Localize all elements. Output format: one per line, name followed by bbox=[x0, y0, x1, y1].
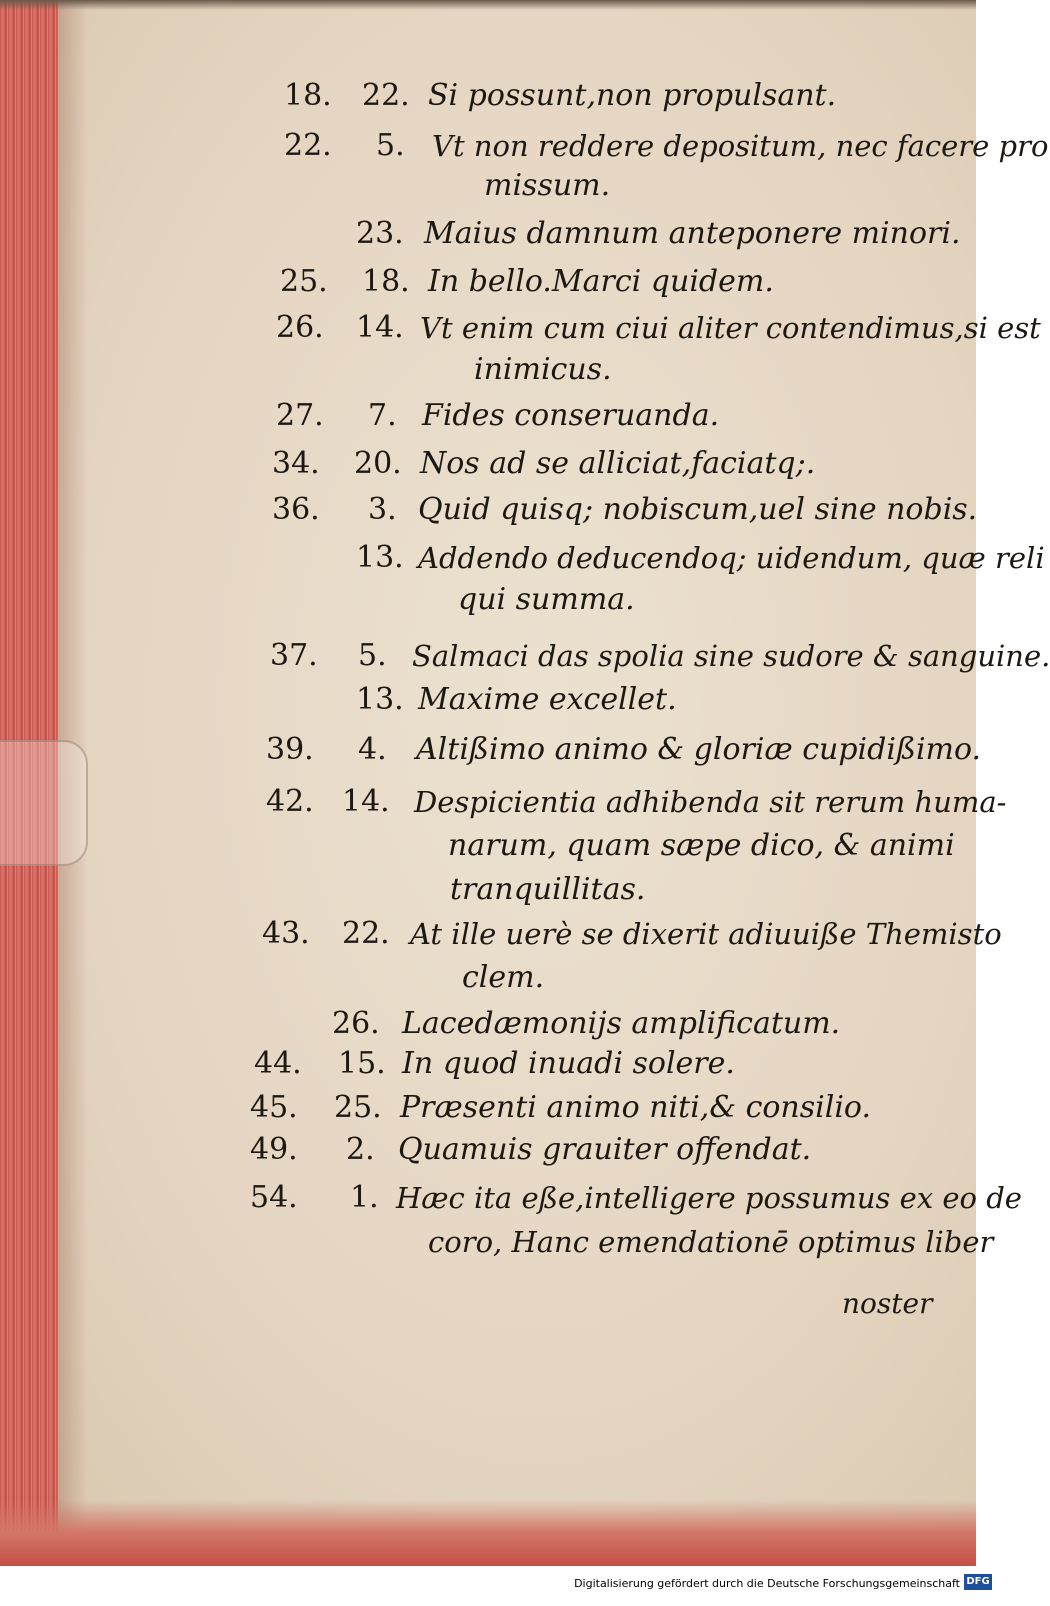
line-number: 14. bbox=[356, 310, 404, 345]
entry-text: Vt non reddere depositum, nec facere pro bbox=[432, 129, 1049, 163]
page-number: 54. bbox=[250, 1180, 298, 1215]
footer-credit: Digitalisierung gefördert durch die Deutsche Forschungsgemeinschaft bbox=[574, 1577, 960, 1590]
footer-bar bbox=[0, 1566, 1000, 1606]
line-number: 26. bbox=[332, 1006, 380, 1041]
line-number: 18. bbox=[362, 264, 410, 299]
line-number: 15. bbox=[338, 1046, 386, 1081]
page-number: 34. bbox=[272, 446, 320, 481]
dfg-logo: DFG bbox=[964, 1574, 992, 1590]
line-number: 22. bbox=[342, 916, 390, 951]
page-number: 43. bbox=[262, 916, 310, 951]
entry-text: missum. bbox=[484, 168, 611, 203]
entry-text: Despicientia adhibenda sit rerum huma- bbox=[414, 785, 1007, 819]
line-number: 13. bbox=[356, 540, 404, 575]
entry-text: Maius damnum anteponere minori. bbox=[424, 216, 961, 251]
entry-text: Fides conseruanda. bbox=[422, 398, 720, 433]
catchword: noster bbox=[842, 1287, 933, 1320]
line-number: 5. bbox=[358, 638, 387, 673]
entry-text: Quid quisq; nobiscum,uel sine nobis. bbox=[418, 492, 978, 527]
entry-text: clem. bbox=[462, 960, 545, 995]
entry-text: Vt enim cum ciui aliter contendimus,si est bbox=[420, 311, 1041, 345]
line-number: 14. bbox=[342, 784, 390, 819]
page-number: 27. bbox=[276, 398, 324, 433]
line-number: 2. bbox=[346, 1132, 375, 1167]
line-number: 22. bbox=[362, 78, 410, 113]
line-number: 23. bbox=[356, 216, 404, 251]
line-number: 4. bbox=[358, 732, 387, 767]
entry-text: narum, quam sæpe dico, & animi bbox=[448, 828, 955, 863]
page-number: 18. bbox=[284, 78, 332, 113]
line-number: 1. bbox=[350, 1180, 379, 1215]
clip-mark bbox=[0, 740, 88, 866]
entry-text: At ille uerè se dixerit adiuuiße Themisto bbox=[410, 917, 1002, 951]
entry-text: Maxime excellet. bbox=[418, 682, 677, 717]
line-number: 13. bbox=[356, 682, 404, 717]
entry-text: Quamuis grauiter offendat. bbox=[398, 1132, 812, 1167]
entry-text: Addendo deducendoq; uidendum, quæ reli bbox=[418, 541, 1045, 575]
entry-text: Altißimo animo & gloriæ cupidißimo. bbox=[416, 732, 982, 767]
entry-text: In bello.Marci quidem. bbox=[428, 264, 774, 299]
entry-text: Salmaci das spolia sine sudore & sanguine. bbox=[412, 639, 1050, 673]
entry-text: Nos ad se alliciat,faciatq;. bbox=[420, 446, 816, 481]
entry-text: coro, Hanc emendationē optimus liber bbox=[428, 1225, 994, 1259]
entry-text: Præsenti animo niti,& consilio. bbox=[400, 1090, 872, 1125]
bottom-page-edge bbox=[0, 1500, 976, 1566]
page-number: 25. bbox=[280, 264, 328, 299]
line-number: 7. bbox=[368, 398, 397, 433]
page-number: 36. bbox=[272, 492, 320, 527]
entry-text: Hæc ita eße,intelligere possumus ex eo de bbox=[396, 1181, 1022, 1215]
entry-text: Si possunt,non propulsant. bbox=[428, 78, 837, 113]
page-number: 39. bbox=[266, 732, 314, 767]
page-number: 44. bbox=[254, 1046, 302, 1081]
page-number: 37. bbox=[270, 638, 318, 673]
entry-text: inimicus. bbox=[474, 352, 612, 387]
page-number: 45. bbox=[250, 1090, 298, 1125]
page-number: 22. bbox=[284, 128, 332, 163]
page-number: 49. bbox=[250, 1132, 298, 1167]
top-shadow bbox=[0, 0, 976, 10]
entry-text: qui summa. bbox=[458, 582, 635, 617]
line-number: 20. bbox=[354, 446, 402, 481]
line-number: 25. bbox=[334, 1090, 382, 1125]
entry-text: tranquillitas. bbox=[450, 872, 646, 907]
page-number: 26. bbox=[276, 310, 324, 345]
line-number: 3. bbox=[368, 492, 397, 527]
entry-text: Lacedæmonijs amplificatum. bbox=[402, 1006, 841, 1041]
entry-text: In quod inuadi solere. bbox=[402, 1046, 735, 1081]
line-number: 5. bbox=[376, 128, 405, 163]
page-number: 42. bbox=[266, 784, 314, 819]
